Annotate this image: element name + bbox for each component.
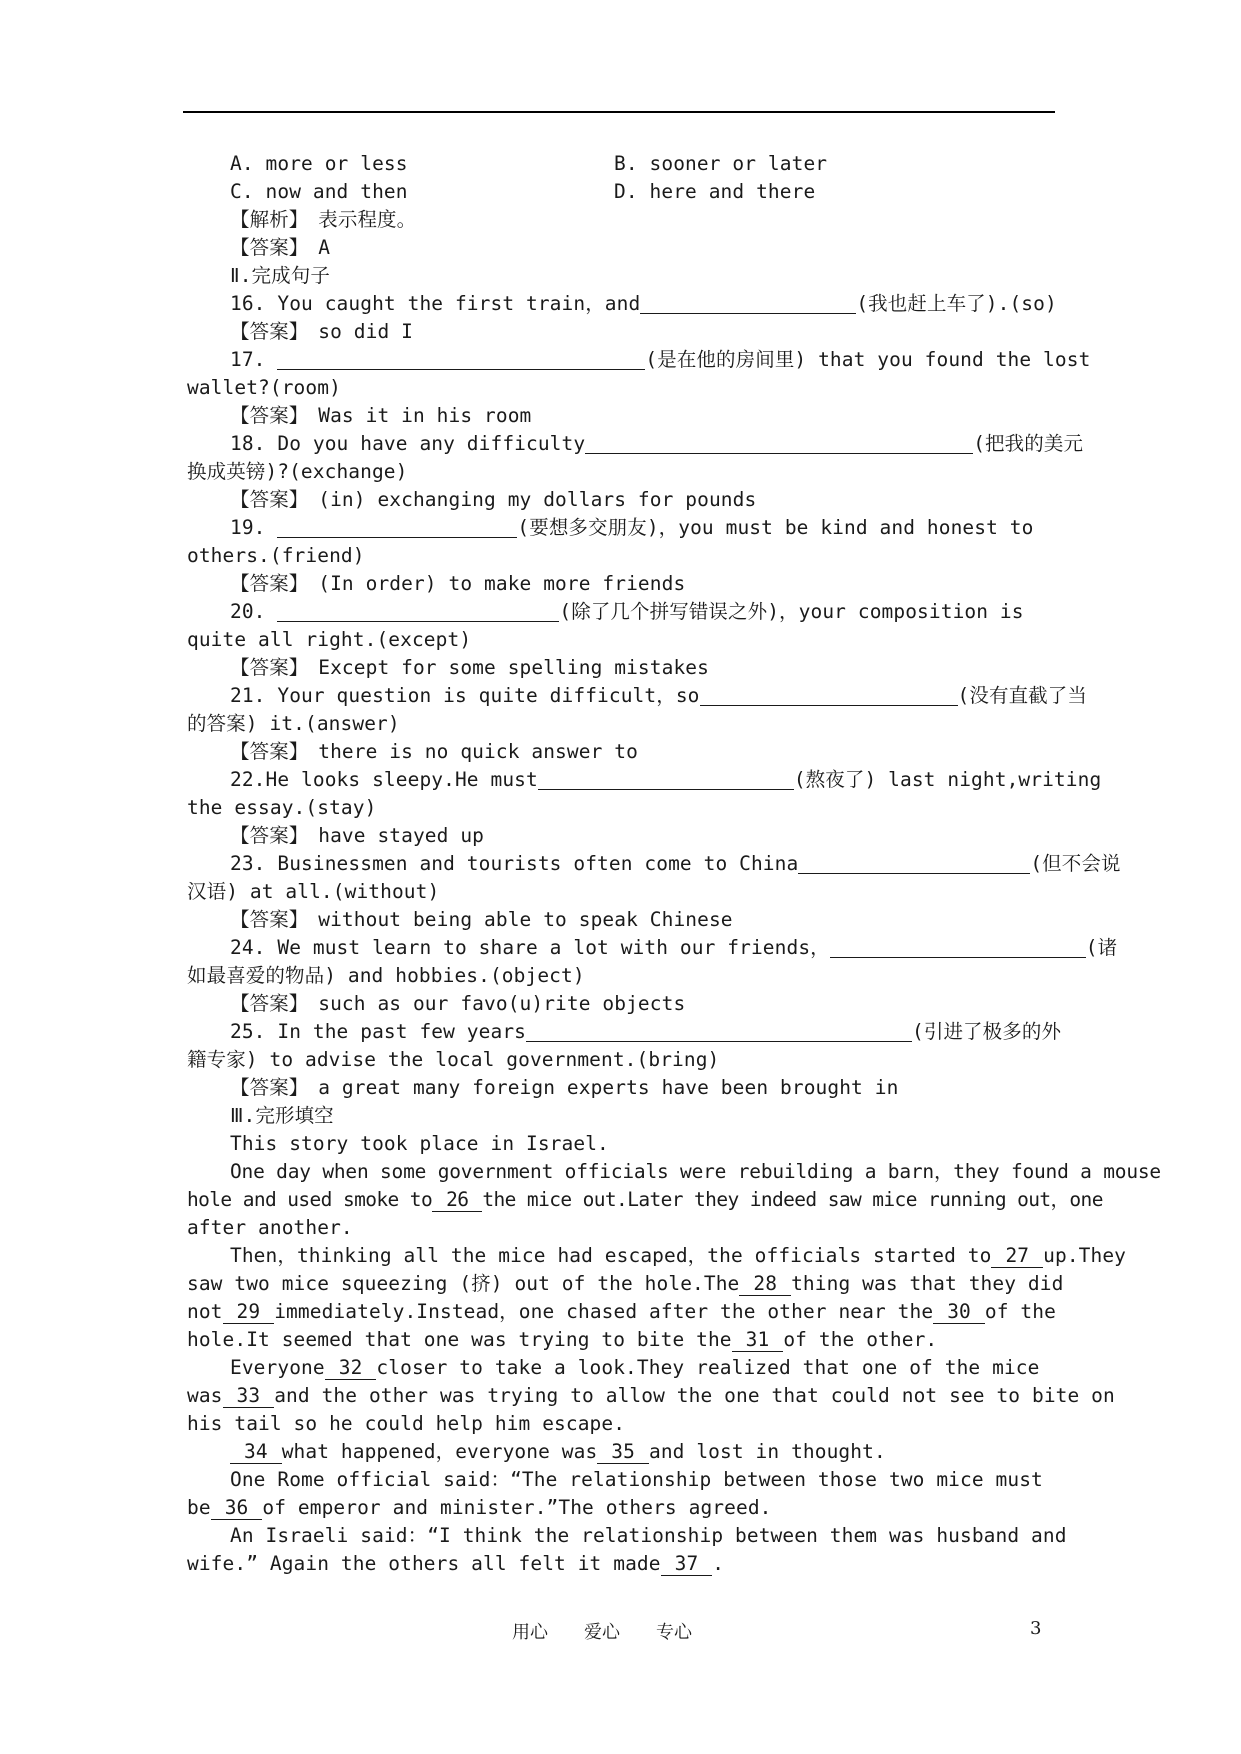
cloze-line xyxy=(187,1298,1056,1326)
question-21-cont: 的答案) it.(answer) xyxy=(187,712,400,735)
cloze-blank-30: 30 xyxy=(933,1301,985,1324)
question-25-cont: 籍专家) to advise the local government.(bring) xyxy=(187,1048,720,1071)
cloze-line: One day when some government officials were rebuilding a barn，they found a mouse xyxy=(230,1160,1161,1183)
cloze-line xyxy=(230,1438,886,1466)
cloze-text: up.They xyxy=(1043,1244,1127,1267)
cloze-line xyxy=(230,1242,1126,1270)
cloze-text: saw two mice squeezing (挤) out of the hole.The xyxy=(187,1272,740,1295)
cloze-text: wife.” Again the others all felt it made xyxy=(187,1552,661,1575)
question-22 xyxy=(230,766,1101,794)
cloze-blank-36: 36 xyxy=(211,1497,263,1520)
question-19-cont: others.(friend) xyxy=(187,544,365,567)
cloze-text: of emperor and minister.”The others agreed. xyxy=(262,1496,772,1519)
q17-text: 17. xyxy=(230,348,278,371)
q25-text: 25. In the past few years xyxy=(230,1020,526,1043)
question-16 xyxy=(230,290,1057,318)
question-23 xyxy=(230,850,1121,878)
cloze-text: closer to take a look.They realized that one of the mice xyxy=(376,1356,1040,1379)
answer-16: 【答案】 so did I xyxy=(230,320,413,343)
cloze-blank-27: 27 xyxy=(991,1245,1043,1268)
question-20 xyxy=(230,598,1024,626)
question-24 xyxy=(230,934,1117,962)
q25-hint: (引进了极多的外 xyxy=(912,1020,1062,1043)
question-18 xyxy=(230,430,1083,458)
question-23-cont: 汉语) at all.(without) xyxy=(187,880,440,903)
q19-text: 19. xyxy=(230,516,278,539)
section-heading-3: Ⅲ.完形填空 xyxy=(230,1104,334,1127)
analysis-line: 【解析】 表示程度。 xyxy=(230,208,417,231)
question-24-cont: 如最喜爱的物品) and hobbies.(object) xyxy=(187,964,585,987)
cloze-text: thing was that they did xyxy=(791,1272,1064,1295)
question-18-cont: 换成英镑)?(exchange) xyxy=(187,460,408,483)
cloze-line xyxy=(187,1186,1103,1214)
q16-blank xyxy=(640,293,856,314)
q24-text: 24. We must learn to share a lot with our friends， xyxy=(230,936,830,959)
cloze-line: This story took place in Israel. xyxy=(230,1132,609,1155)
cloze-line xyxy=(187,1494,772,1522)
cloze-line xyxy=(187,1326,937,1354)
option-a: A. more or less xyxy=(230,152,408,175)
answer-21: 【答案】 there is no quick answer to xyxy=(230,740,638,763)
q18-blank xyxy=(585,433,973,454)
q23-hint: (但不会说 xyxy=(1030,852,1121,875)
q23-text: 23. Businessmen and tourists often come to China xyxy=(230,852,799,875)
cloze-text: Then，thinking all the mice had escaped，the officials started to xyxy=(230,1244,992,1267)
cloze-line xyxy=(187,1270,1063,1298)
answer-17: 【答案】 Was it in his room xyxy=(230,404,532,427)
cloze-text: Everyone xyxy=(230,1356,325,1379)
cloze-line xyxy=(187,1550,724,1578)
answer-20: 【答案】 Except for some spelling mistakes xyxy=(230,656,709,679)
q16-hint: (我也赶上车了).(so) xyxy=(856,292,1057,315)
question-17-cont: wallet?(room) xyxy=(187,376,341,399)
question-21 xyxy=(230,682,1087,710)
cloze-text: of the other. xyxy=(783,1328,938,1351)
cloze-blank-29: 29 xyxy=(223,1301,275,1324)
answer-15: 【答案】 A xyxy=(230,236,331,259)
q24-blank xyxy=(830,937,1086,958)
cloze-text: be xyxy=(187,1496,211,1519)
q20-text: 20. xyxy=(230,600,278,623)
option-d: D. here and there xyxy=(614,180,816,203)
answer-23: 【答案】 without being able to speak Chinese xyxy=(230,908,733,931)
q20-blank xyxy=(277,601,559,622)
cloze-text: hole.It seemed that one was trying to bite the xyxy=(187,1328,732,1351)
answer-19: 【答案】 (In order) to make more friends xyxy=(230,572,686,595)
q20-hint: (除了几个拼写错误之外)，your composition is xyxy=(559,600,1024,623)
cloze-blank-34: 34 xyxy=(230,1441,282,1464)
cloze-text: . xyxy=(712,1552,725,1575)
option-c: C. now and then xyxy=(230,180,408,203)
section-heading-2: Ⅱ.完成句子 xyxy=(230,264,330,287)
answer-25: 【答案】 a great many foreign experts have been brought in xyxy=(230,1076,899,1099)
cloze-text: and the other was trying to allow the one that could not see to bite on xyxy=(274,1384,1115,1407)
cloze-line: his tail so he could help him escape. xyxy=(187,1412,626,1435)
cloze-text: hole and used smoke to xyxy=(187,1188,433,1211)
answer-18: 【答案】 (in) exchanging my dollars for pounds xyxy=(230,488,757,511)
cloze-blank-32: 32 xyxy=(325,1357,377,1380)
q18-hint: (把我的美元 xyxy=(973,432,1084,455)
cloze-line xyxy=(187,1382,1115,1410)
q19-blank xyxy=(277,517,517,538)
page-number: 3 xyxy=(1030,1618,1042,1639)
q21-text: 21. Your question is quite difficult，so xyxy=(230,684,700,707)
q23-blank xyxy=(798,853,1030,874)
q24-hint: (诸 xyxy=(1085,936,1118,959)
cloze-text: was xyxy=(187,1384,223,1407)
cloze-text: immediately.Instead，one chased after the other near the xyxy=(274,1300,934,1323)
q22-text: 22.He looks sleepy.He must xyxy=(230,768,538,791)
cloze-line: after another. xyxy=(187,1216,353,1239)
cloze-blank-37: 37 xyxy=(661,1553,713,1576)
q18-text: 18. Do you have any difficulty xyxy=(230,432,586,455)
q21-blank xyxy=(700,685,958,706)
cloze-blank-33: 33 xyxy=(223,1385,275,1408)
cloze-blank-26: 26 xyxy=(432,1189,482,1212)
cloze-text: the mice out.Later they indeed saw mice running out，one xyxy=(482,1188,1103,1211)
q19-hint: (要想多交朋友)，you must be kind and honest to xyxy=(517,516,1034,539)
footer-motto: 用心 爱心 专心 xyxy=(512,1622,692,1643)
question-25 xyxy=(230,1018,1061,1046)
cloze-text: of the xyxy=(984,1300,1056,1323)
q16-text: 16. You caught the first train，and xyxy=(230,292,641,315)
q17-hint: (是在他的房间里) that you found the lost xyxy=(645,348,1091,371)
header-rule xyxy=(183,111,1055,113)
question-20-cont: quite all right.(except) xyxy=(187,628,472,651)
cloze-blank-28: 28 xyxy=(739,1273,791,1296)
cloze-line: One Rome official said：“The relationship between those two mice must xyxy=(230,1468,1043,1491)
answer-24: 【答案】 such as our favo(u)rite objects xyxy=(230,992,686,1015)
cloze-text: not xyxy=(187,1300,223,1323)
cloze-text: what happened，everyone was xyxy=(281,1440,598,1463)
q17-blank xyxy=(277,349,645,370)
cloze-blank-31: 31 xyxy=(732,1329,784,1352)
q22-hint: (熬夜了) last night,writing xyxy=(793,768,1102,791)
question-17 xyxy=(230,346,1090,374)
q22-blank xyxy=(538,769,794,790)
question-19 xyxy=(230,514,1033,542)
question-22-cont: the essay.(stay) xyxy=(187,796,377,819)
answer-22: 【答案】 have stayed up xyxy=(230,824,485,847)
option-b: B. sooner or later xyxy=(614,152,828,175)
cloze-line xyxy=(230,1354,1039,1382)
cloze-line: An Israeli said：“I think the relationship between them was husband and xyxy=(230,1524,1067,1547)
cloze-blank-35: 35 xyxy=(597,1441,649,1464)
q21-hint: (没有直截了当 xyxy=(957,684,1087,707)
cloze-text: and lost in thought. xyxy=(648,1440,886,1463)
q25-blank xyxy=(526,1021,912,1042)
